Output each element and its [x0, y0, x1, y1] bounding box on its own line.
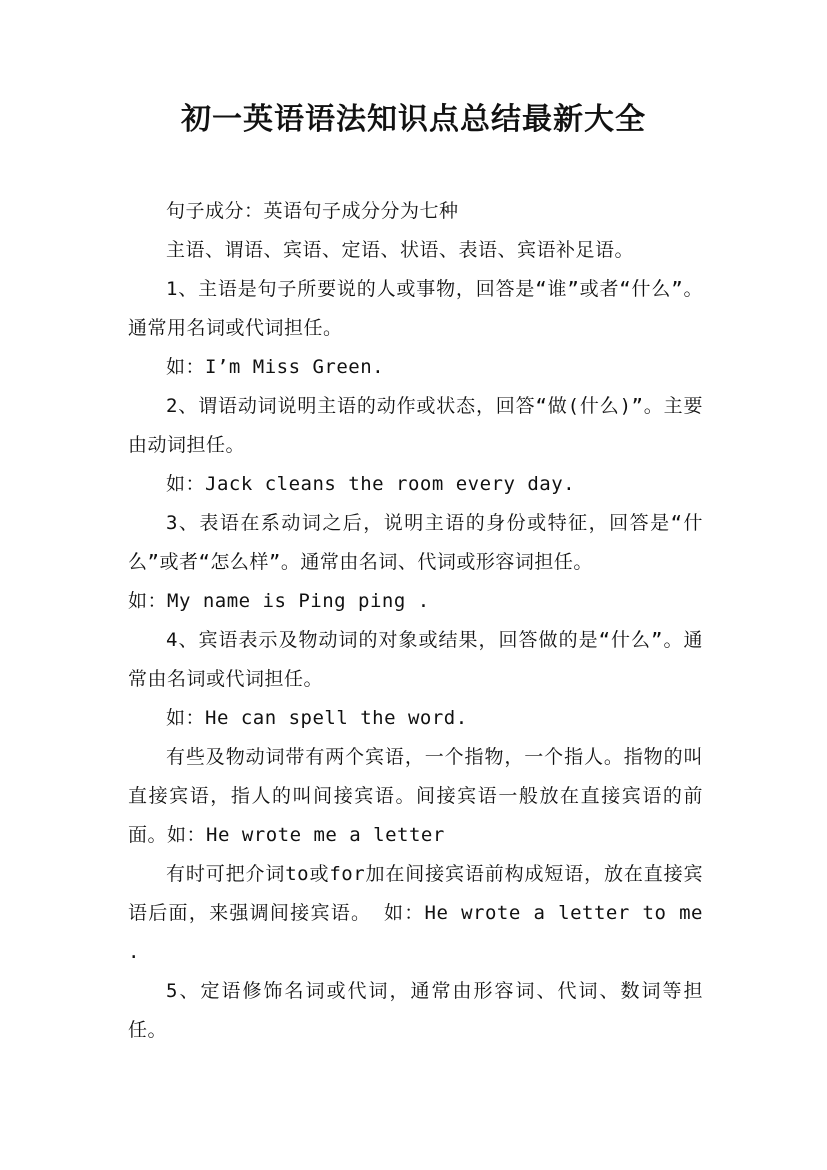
paragraph: 4、宾语表示及物动词的对象或结果，回答做的是“什么”。通常由名词或代词担任。: [128, 629, 703, 690]
paragraph: 1、主语是句子所要说的人或事物，回答是“谁”或者“什么”。通常用名词或代词担任。: [128, 278, 703, 339]
example-sentence: 如：I’m Miss Green.: [166, 356, 385, 378]
example-sentence: 如：My name is Ping ping .: [128, 590, 430, 612]
document-title: 初一英语语法知识点总结最新大全: [181, 102, 646, 137]
paragraph: 有时可把介词to或for加在间接宾语前构成短语，放在直接宾语后面，来强调间接宾语。 如：He wrote a letter to me .: [128, 863, 703, 963]
document-body: [128, 192, 703, 1050]
paragraph: 主语、谓语、宾语、定语、状语、表语、宾语补足语。: [166, 239, 635, 261]
example-sentence: 如：Jack cleans the room every day.: [166, 473, 576, 495]
paragraph: 句子成分：英语句子成分分为七种: [166, 200, 459, 222]
example-sentence: 如：He can spell the word.: [166, 707, 468, 729]
paragraph: 2、谓语动词说明主语的动作或状态，回答“做(什么)”。主要由动词担任。: [128, 395, 703, 456]
paragraph: 5、定语修饰名词或代词，通常由形容词、代词、数词等担任。: [128, 980, 703, 1041]
paragraph: 有些及物动词带有两个宾语，一个指物，一个指人。指物的叫直接宾语，指人的叫间接宾语。间接宾语一般放在直接宾语的前面。如：He wrote me a letter: [128, 746, 703, 846]
paragraph: 3、表语在系动词之后，说明主语的身份或特征，回答是“什么”或者“怎么样”。通常由名词、代词或形容词担任。: [128, 512, 703, 573]
